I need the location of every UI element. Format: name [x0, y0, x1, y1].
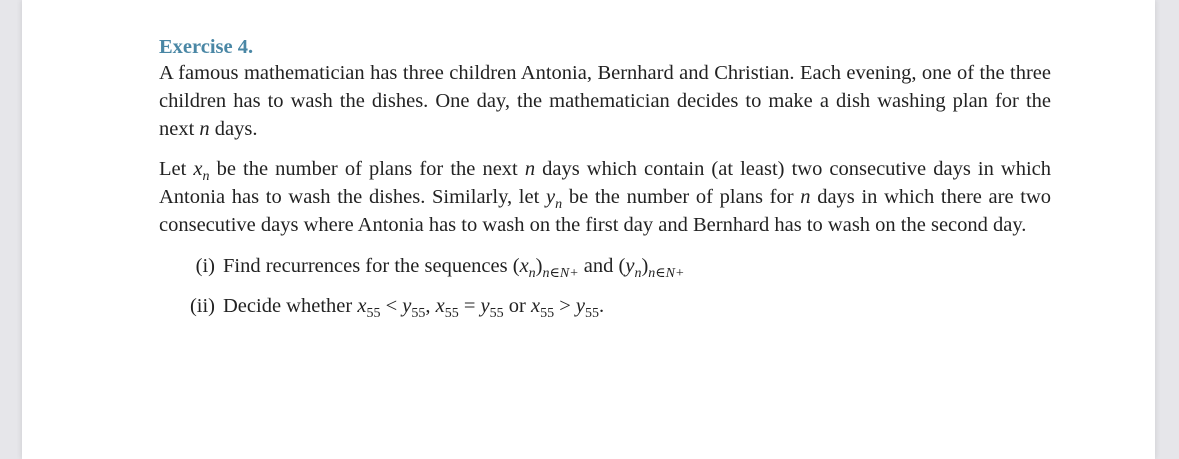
word-and: and — [583, 254, 614, 277]
sequence-y: $(y_n)_{n\in N+}$ — [618, 254, 685, 281]
word-or: or — [508, 294, 526, 317]
intro-text: A famous mathematician has three children Antonia, Bernhard and Christian. Each evening, one of the three children has to wash the dishes. One day, the mathematician decides to make a dish washing plan for the next — [159, 62, 1051, 140]
exercise-content — [159, 34, 1051, 332]
def-text-1: Let — [159, 158, 187, 181]
var-n: n — [524, 158, 536, 181]
paragraph-definitions — [159, 156, 1051, 239]
def-text-5: days in which there are two consecutive days where Antonia has to wash on the first day and Bernhard has to wash on the second day. — [159, 186, 1052, 236]
task-item-i — [159, 253, 1051, 281]
var-n: n — [199, 117, 210, 140]
sequence-x: $(x_n)_{n\in N+}$ — [512, 254, 579, 281]
def-text-3: days which contain (at least) two consecutive days in which Antonia has to wash the dishes. Similarly, let — [159, 158, 1052, 209]
task-item-ii — [159, 293, 1051, 321]
document-page — [22, 0, 1155, 459]
def-text-2: be the number of plans for the next — [216, 158, 518, 181]
task-text — [223, 253, 684, 281]
task-text — [223, 293, 604, 321]
var-y-n: $y_n$ — [546, 186, 563, 213]
relation-equal: $x_{55} = y_{55}$ — [435, 294, 504, 321]
def-text-4: be the number of plans for — [568, 186, 794, 209]
task-label: (i) — [195, 254, 215, 277]
relation-greater: $x_{55} > y_{55}$. — [530, 294, 605, 321]
task-text-before: Decide whether — [223, 294, 353, 317]
var-x-n: $x_n$ — [193, 158, 210, 185]
intro-end: days. — [214, 117, 258, 140]
task-list — [159, 253, 1051, 321]
task-text-before: Find recurrences for the sequences — [223, 254, 508, 277]
paragraph-intro — [159, 60, 1051, 143]
relation-less: $x_{55} < y_{55}$, — [357, 294, 431, 321]
var-n: n — [800, 186, 811, 209]
exercise-title: Exercise 4. — [159, 36, 254, 58]
task-label: (ii) — [189, 294, 215, 317]
